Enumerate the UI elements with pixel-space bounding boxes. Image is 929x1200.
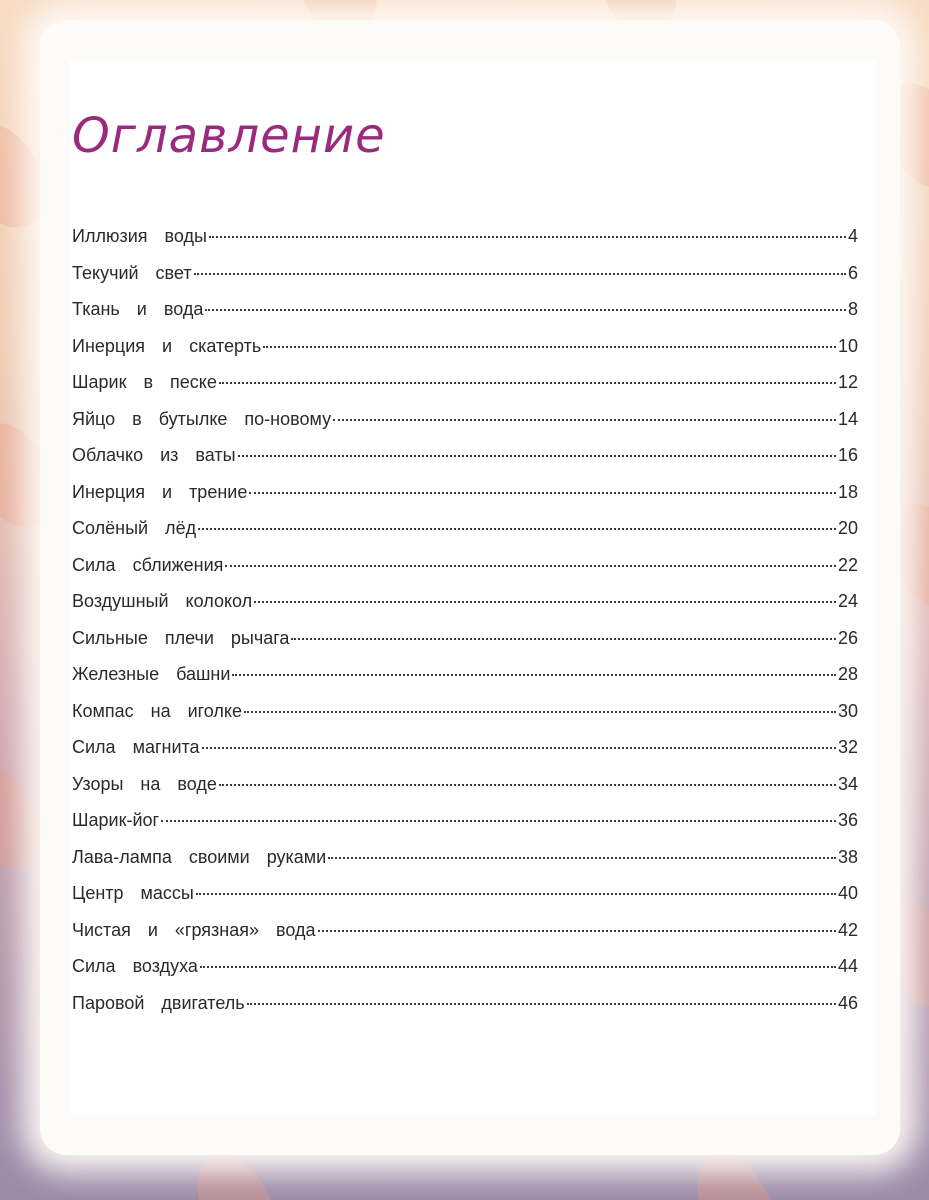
page-title: Оглавление [72, 108, 386, 164]
dot-leader [263, 346, 836, 348]
toc-entry[interactable] [72, 482, 858, 519]
toc-entry[interactable] [72, 883, 858, 920]
toc-entry-title: Сила сближения [72, 554, 224, 575]
toc-entry-page: 14 [837, 408, 858, 429]
dot-leader [232, 674, 836, 676]
dot-leader [194, 273, 846, 275]
dot-leader [225, 565, 836, 567]
toc-entry-page: 20 [837, 518, 858, 538]
toc-entry[interactable] [72, 299, 858, 336]
toc-entry-title: Паровой двигатель [72, 992, 245, 1013]
dot-leader [198, 528, 836, 530]
toc-entry-title: Лава-лампа своими руками [72, 846, 327, 867]
toc-entry-title: Облачко из ваты [72, 445, 236, 465]
toc-entry-title: Шарик в песке [72, 372, 217, 392]
dot-leader [219, 784, 836, 786]
toc-entry-page: 46 [837, 992, 858, 1013]
toc-entry-title: Шарик-йог [72, 810, 160, 830]
dot-leader [238, 455, 836, 457]
dot-leader [333, 419, 836, 421]
toc-entry-title: Текучий свет [72, 262, 192, 283]
toc-entry-title: Воздушный колокол [72, 591, 253, 611]
toc-entry-page: 24 [837, 591, 858, 611]
toc-entry[interactable] [72, 226, 858, 263]
toc-entry-title: Инерция и трение [72, 481, 248, 502]
toc-entry-page: 28 [837, 664, 858, 684]
toc-entry[interactable] [72, 920, 858, 957]
toc-entry-title: Сила воздуха [72, 956, 198, 976]
toc-entry-title: Железные башни [72, 664, 231, 684]
toc-entry-page: 4 [847, 226, 858, 246]
toc-entry[interactable] [72, 810, 858, 847]
dot-leader [244, 711, 836, 713]
toc-entry-title: Яйцо в бутылке по-новому [72, 408, 332, 429]
toc-entry-title: Инерция и скатерть [72, 335, 262, 356]
toc-entry[interactable] [72, 628, 858, 665]
toc-entry[interactable] [72, 591, 858, 628]
toc-entry[interactable] [72, 263, 858, 300]
toc-entry[interactable] [72, 701, 858, 738]
toc-entry-page: 10 [837, 335, 858, 356]
toc-entry[interactable] [72, 555, 858, 592]
toc-entry-page: 6 [847, 262, 858, 283]
toc-entry-page: 26 [837, 627, 858, 648]
dot-leader [318, 930, 836, 932]
toc-entry[interactable] [72, 336, 858, 373]
toc-entry-title: Компас на иголке [72, 700, 243, 721]
toc-entry-page: 18 [837, 481, 858, 502]
toc-entry-page: 8 [847, 299, 858, 319]
toc-entry[interactable] [72, 372, 858, 409]
toc-entry[interactable] [72, 956, 858, 993]
toc-entry[interactable] [72, 664, 858, 701]
toc-entry-title: Чистая и «грязная» вода [72, 919, 316, 940]
toc-entry-title: Иллюзия воды [72, 226, 207, 246]
toc-entry[interactable] [72, 847, 858, 884]
toc-entry-page: 36 [837, 810, 858, 830]
dot-leader [202, 747, 836, 749]
toc-entry-page: 38 [837, 846, 858, 867]
toc-entry-page: 16 [837, 445, 858, 465]
toc-entry-page: 22 [837, 554, 858, 575]
toc-entry-page: 40 [837, 883, 858, 903]
toc-entry-title: Ткань и вода [72, 299, 204, 319]
toc-entry[interactable] [72, 409, 858, 446]
toc-entry-page: 12 [837, 372, 858, 392]
toc-entry[interactable] [72, 774, 858, 811]
toc-entry-page: 42 [837, 919, 858, 940]
toc-entry-title: Солёный лёд [72, 518, 197, 538]
toc-entry-page: 44 [837, 956, 858, 976]
toc-entry-title: Сила магнита [72, 737, 200, 757]
dot-leader [161, 820, 836, 822]
table-of-contents [72, 226, 858, 1029]
toc-entry-title: Узоры на воде [72, 773, 217, 794]
toc-entry[interactable] [72, 993, 858, 1030]
dot-leader [247, 1003, 836, 1005]
dot-leader [200, 966, 836, 968]
dot-leader [205, 309, 846, 311]
dot-leader [209, 236, 846, 238]
toc-entry-title: Сильные плечи рычага [72, 627, 290, 648]
toc-entry[interactable] [72, 737, 858, 774]
dot-leader [219, 382, 836, 384]
toc-entry[interactable] [72, 518, 858, 555]
toc-entry-page: 34 [837, 773, 858, 794]
dot-leader [249, 492, 836, 494]
toc-entry-page: 30 [837, 700, 858, 721]
dot-leader [291, 638, 836, 640]
toc-entry-title: Центр массы [72, 883, 194, 903]
toc-entry[interactable] [72, 445, 858, 482]
toc-entry-page: 32 [837, 737, 858, 757]
dot-leader [328, 857, 836, 859]
dot-leader [196, 893, 836, 895]
dot-leader [254, 601, 836, 603]
